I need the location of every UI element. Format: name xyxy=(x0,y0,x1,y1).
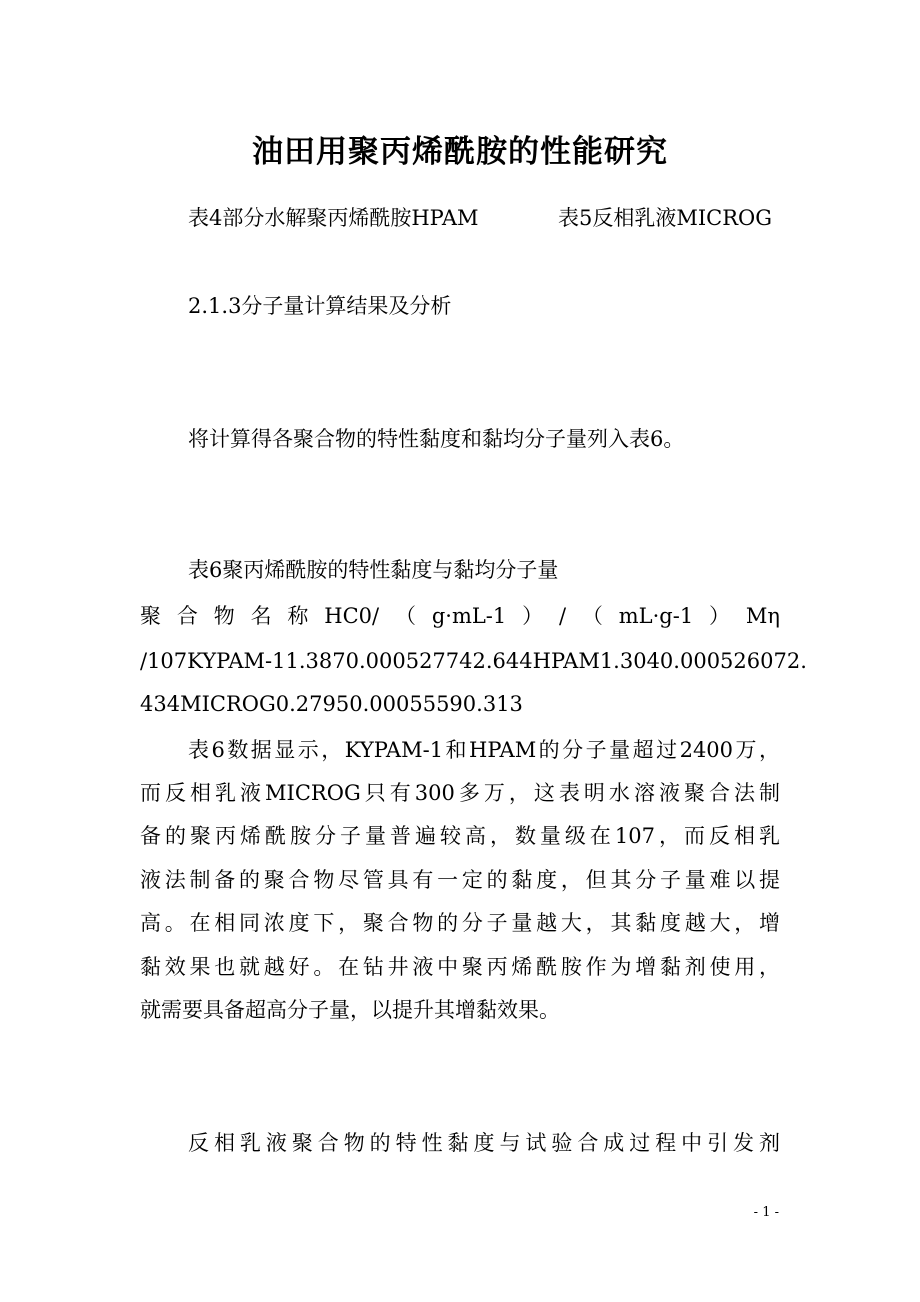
table6-line: /107KYPAM-11.3870.000527742.644HPAM1.3040.000526072. xyxy=(140,649,807,673)
paragraph-line: 表6数据显示，KYPAM-1和HPAM的分子量超过2400万， xyxy=(188,738,780,762)
page-number: - 1 - xyxy=(753,1205,779,1220)
table6-caption: 表6聚丙烯酰胺的特性黏度与黏均分子量 xyxy=(188,558,559,582)
paragraph-line: 黏效果也就越好。在钻井液中聚丙烯酰胺作为增黏剂使用， xyxy=(140,955,780,979)
last-line: 反相乳液聚合物的特性黏度与试验合成过程中引发剂 xyxy=(188,1131,780,1155)
section-heading: 2.1.3分子量计算结果及分析 xyxy=(188,294,452,318)
paragraph-line: 就需要具备超高分子量，以提升其增黏效果。 xyxy=(140,998,560,1022)
paragraph-line: 液法制备的聚合物尽管具有一定的黏度，但其分子量难以提 xyxy=(140,868,780,892)
table4-caption: 表4部分水解聚丙烯酰胺HPAM xyxy=(188,206,479,230)
table5-caption: 表5反相乳液MICROG xyxy=(558,206,773,230)
paragraph-line: 备的聚丙烯酰胺分子量普遍较高，数量级在107，而反相乳 xyxy=(140,824,780,848)
table6-line: 聚合物名称HC0/（g·mL-1）/（mL·g-1）Mη xyxy=(140,604,780,628)
document-title: 油田用聚丙烯酰胺的性能研究 xyxy=(252,134,668,170)
paragraph-line: 高。在相同浓度下，聚合物的分子量越大，其黏度越大，增 xyxy=(140,911,780,935)
intro-sentence: 将计算得各聚合物的特性黏度和黏均分子量列入表6。 xyxy=(188,427,685,451)
table6-line: 434MICROG0.27950.00055590.313 xyxy=(140,692,523,716)
table-captions-row xyxy=(188,201,788,235)
paragraph-line: 而反相乳液MICROG只有300多万，这表明水溶液聚合法制 xyxy=(140,781,780,805)
